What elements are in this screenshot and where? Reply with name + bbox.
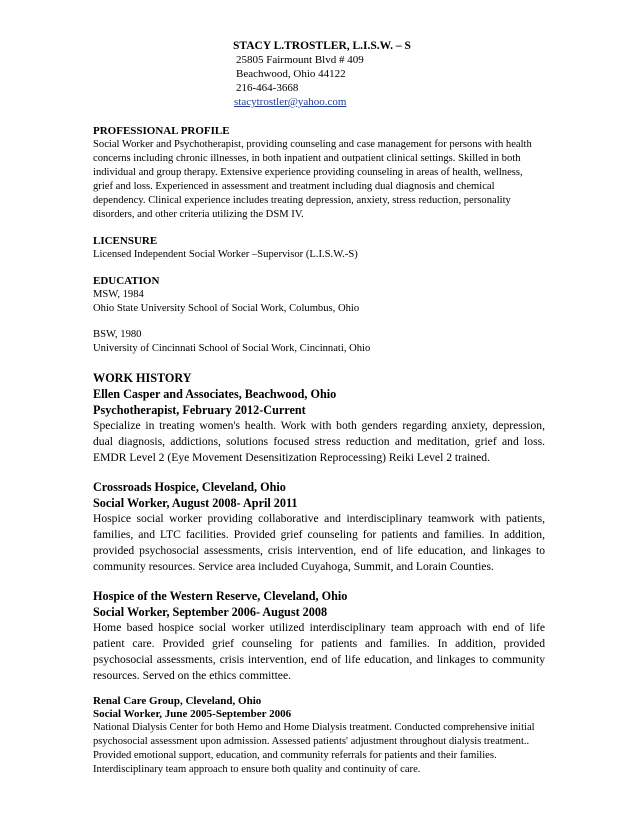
job-role: Social Worker, June 2005-September 2006 (93, 708, 292, 720)
job-employer: Hospice of the Western Reserve, Cleveland, Ohio (93, 589, 348, 603)
profile-section (93, 125, 545, 222)
email-link[interactable]: stacytrostler@yahoo.com (234, 96, 347, 108)
job-employer: Crossroads Hospice, Cleveland, Ohio (93, 480, 286, 494)
resume-page (93, 39, 545, 777)
job-role: Social Worker, August 2008- April 2011 (93, 496, 298, 510)
education-heading: EDUCATION (93, 275, 160, 287)
job-description: Specialize in treating women's health. Work with both genders regarding anxiety, depression, dual diagnosis, addictions, solutions focused stress reduction and meditation, grief and loss. EMDR Level 2 (Eye Movement Desensitization Reprocessing) Reiki Level 2 trained. (93, 419, 545, 464)
job-role: Social Worker, September 2006- August 2008 (93, 605, 328, 619)
contact-header (233, 39, 545, 109)
profile-text: Social Worker and Psychotherapist, providing counseling and case management for persons with health concerns including chronic illnesses, in both inpatient and outpatient clinical settings. Skilled in both individual and group therapy. Extensive experience providing counseling in areas of health, wellness, grief and loss. Experienced in assessment and treatment including dual diagnosis and chemical dependency. Clinical experience includes treating depression, anxiety, stress reduction, personality disorders, and other criteria utilizing the DSM IV. (93, 139, 532, 220)
work-history-heading: WORK HISTORY (93, 371, 192, 385)
degree-bsw: BSW, 1980 (93, 329, 142, 340)
job-entry (93, 479, 545, 575)
job-entry (93, 588, 545, 684)
job-role: Psychotherapist, February 2012-Current (93, 403, 306, 417)
job-description: Hospice social worker providing collaborative and interdisciplinary teamwork with patients, families, and LTC facilities. Provided grief counseling for patients and families. In addition, provided psychosocial assessments, crisis intervention, end of life education, and linkages to community resources. Service area included Cuyahoga, Summit, and Lorain Counties. (93, 512, 545, 573)
licensure-section (93, 235, 545, 262)
phone-number: 216-464-3668 (236, 82, 299, 94)
applicant-name: STACY L.TROSTLER, L.I.S.W. – S (233, 40, 411, 52)
education-section (93, 275, 545, 356)
degree-msw: MSW, 1984 (93, 289, 144, 300)
address-line-2: Beachwood, Ohio 44122 (236, 68, 346, 80)
work-history-section (93, 370, 545, 777)
licensure-heading: LICENSURE (93, 235, 158, 247)
job-description: Home based hospice social worker utilized interdisciplinary team approach with end of life patient care. Provided grief counseling for patients and families. In addition, provided psychosocial assessments, crisis intervention, end of life education, and linkages to community resources. Served on the ethics committee. (93, 621, 545, 682)
job-entry (93, 386, 545, 466)
job-description: National Dialysis Center for both Hemo and Home Dialysis treatment. Conducted comprehensive initial psychosocial assessment upon admission. Assessed patients' adjustment throughout dialysis treatment.. Provided emotional support, education, and community referrals for patients and their families. Interdisciplinary team approach to ensure both quality and continuity of care. (93, 722, 535, 775)
job-employer: Renal Care Group, Cleveland, Ohio (93, 695, 262, 707)
licensure-text: Licensed Independent Social Worker –Supervisor (L.I.S.W.-S) (93, 249, 358, 260)
job-entry (93, 695, 545, 777)
school-bsw: University of Cincinnati School of Social Work, Cincinnati, Ohio (93, 343, 371, 354)
school-msw: Ohio State University School of Social Work, Columbus, Ohio (93, 303, 360, 314)
job-employer: Ellen Casper and Associates, Beachwood, Ohio (93, 387, 337, 401)
profile-heading: PROFESSIONAL PROFILE (93, 125, 230, 137)
address-line-1: 25805 Fairmount Blvd # 409 (236, 54, 364, 66)
